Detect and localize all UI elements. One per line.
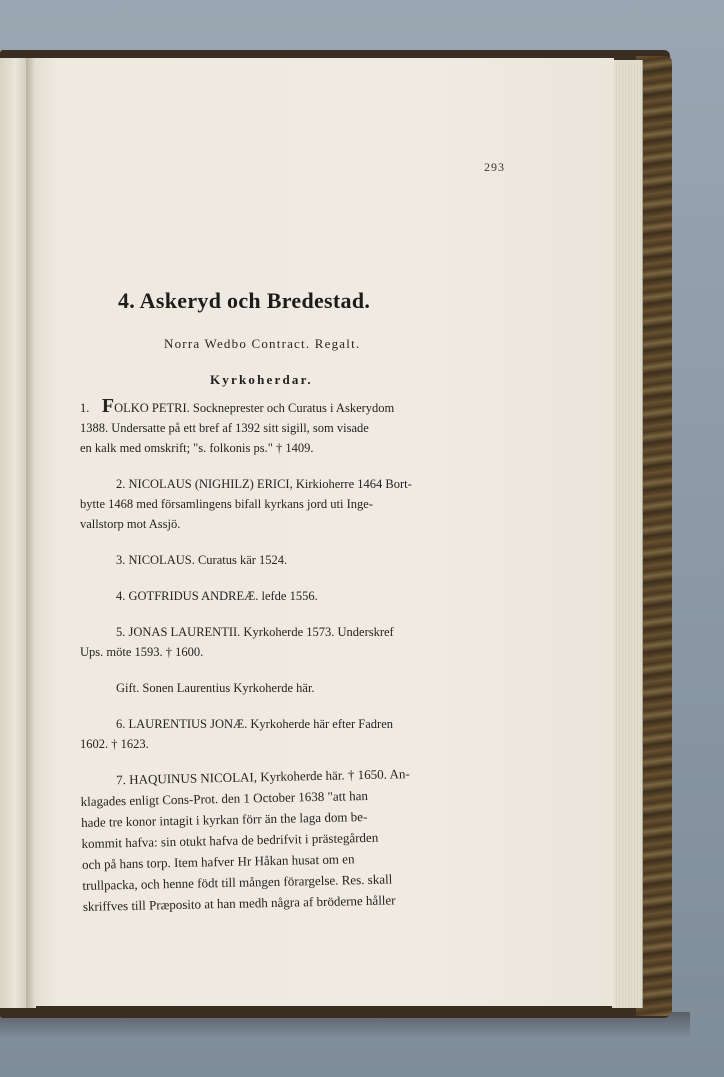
entry-5-line-2: Ups. möte 1593. † 1600. (80, 645, 204, 659)
entry-7 (80, 761, 517, 917)
bleed-through-text (74, 148, 554, 168)
entry-2-line-1: 2. NICOLAUS (NIGHILZ) ERICI, Kirkioherre 1464 Bort- (116, 477, 412, 491)
entry-6-line-1: 6. LAURENTIUS JONÆ. Kyrkoherde här efter Fadren (116, 717, 394, 731)
page-edges (612, 60, 643, 1008)
chapter-subtitle: Norra Wedbo Contract. Regalt. (164, 336, 361, 351)
entry-1-number: 1. (80, 401, 90, 415)
entry-6 (80, 714, 514, 754)
entry-1-line-3: en kalk med omskrift; "s. folkonis ps." † 1409. (80, 441, 314, 455)
drop-cap: F (101, 395, 115, 417)
entry-7-line-3: hade tre konor intagit i kyrkan förr än the laga dom be- (80, 808, 368, 830)
entry-1-line-2: 1388. Undersatte på ett bref af 1392 sitt sigill, som visade (80, 421, 369, 435)
entry-5-line-1: 5. JONAS LAURENTII. Kyrkoherde 1573. Underskref (116, 625, 394, 639)
entry-2-line-2: bytte 1468 med församlingens bifall kyrkans jord uti Inge- (80, 497, 373, 511)
entry-7-line-2: klagades enligt Cons-Prot. den 1 October 1638 "att han (80, 787, 369, 809)
entry-list (80, 395, 514, 917)
entry-1 (80, 395, 514, 458)
left-page-edge (0, 58, 27, 1008)
entry-5-note-line: Gift. Sonen Laurentius Kyrkoherde här. (116, 681, 315, 695)
page-number: 293 (484, 160, 505, 174)
section-heading: Kyrkoherdar. (210, 372, 313, 387)
entry-3-line-1: 3. NICOLAUS. Curatus kär 1524. (116, 553, 288, 567)
chapter-title: 4. Askeryd och Bredestad. (118, 288, 371, 313)
entry-6-line-2: 1602. † 1623. (80, 737, 149, 751)
entry-7-line-6: trullpacka, och henne födt till mången förargelse. Res. skall (82, 871, 393, 893)
entry-1-text: OLKO PETRI. Sockneprester och Curatus i Askerydom (114, 401, 395, 415)
book-gutter (26, 58, 36, 1008)
entry-4-line-1: 4. GOTFRIDUS ANDREÆ. lefde 1556. (116, 589, 318, 603)
entry-4 (80, 586, 514, 606)
entry-1-line-1 (80, 395, 514, 418)
entry-2-line-3: vallstorp mot Assjö. (80, 517, 181, 531)
entry-7-line-7: skriffves till Præposito at han medh några af bröderne håller (82, 892, 396, 914)
entry-5-note (80, 678, 514, 698)
entry-7-line-1: 7. HAQUINUS NICOLAI, Kyrkoherde här. † 1650. An- (116, 766, 410, 788)
entry-5 (80, 622, 514, 662)
entry-7-line-4: kommit hafva: sin otukt hafva de bedrifvit i prästegården (81, 829, 379, 851)
entry-7-line-5: och på hans torp. Item hafver Hr Håkan husat om en (81, 851, 355, 872)
entry-2 (80, 474, 514, 534)
entry-3 (80, 550, 514, 570)
